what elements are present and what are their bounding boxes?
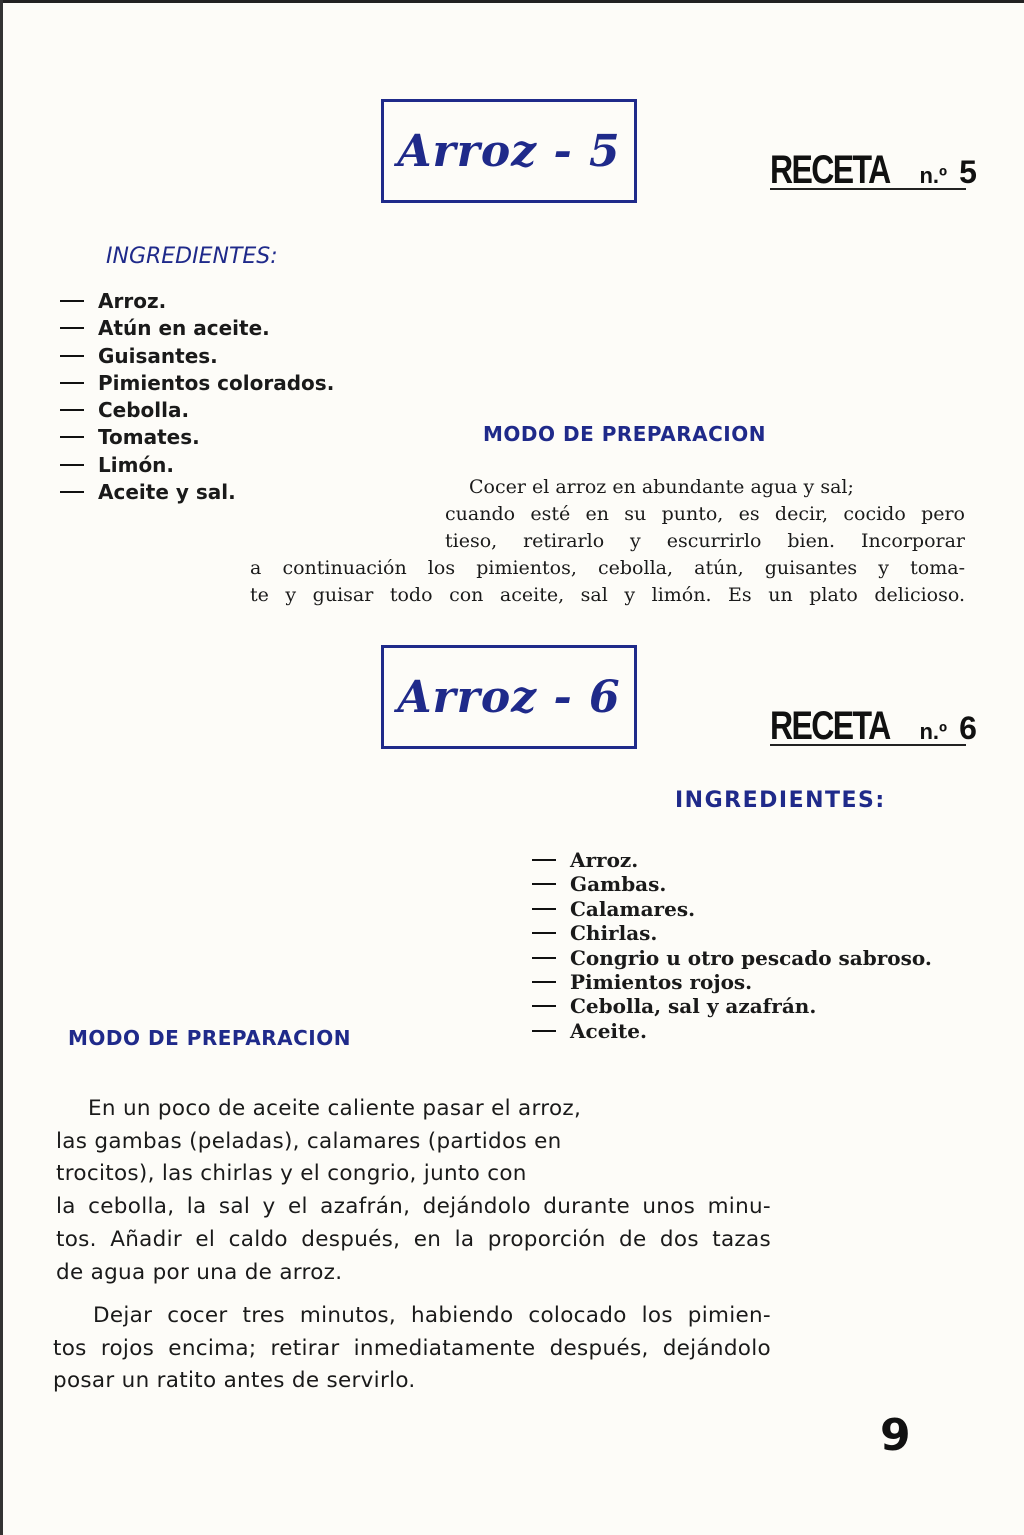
page-top-edge [0, 0, 1024, 3]
method-line: tos. Añadir el caldo después, en la proporción de dos tazas [56, 1226, 771, 1252]
recipe-6-method-paragraph-2 [53, 1300, 771, 1398]
receta-number: 6 [959, 710, 977, 746]
dash-mark [60, 491, 84, 493]
list-item [60, 316, 334, 343]
recipe-5-method-text-top [445, 474, 965, 555]
dash-mark [60, 300, 84, 302]
recipe-5-ingredients-heading: INGREDIENTES: [106, 244, 278, 269]
recipe-5-title-box [381, 99, 637, 203]
recipe-6-number [770, 704, 977, 748]
page-left-edge [0, 0, 3, 1535]
method-line: Dejar cocer tres minutos, habiendo colocado los pimien- [93, 1303, 771, 1328]
recipe-6-title: Arroz - 6 [397, 671, 621, 723]
list-item [532, 970, 932, 994]
ingredient-text: Cebolla. [98, 398, 190, 423]
method-line: tieso, retirarlo y escurrirlo bien. Incorporar [445, 530, 965, 552]
ingredient-text: Pimientos rojos. [570, 969, 753, 994]
list-item [60, 480, 334, 507]
list-item [60, 425, 334, 452]
ingredient-text: Gambas. [570, 872, 667, 897]
method-line: la cebolla, la sal y el azafrán, dejándolo durante unos minu- [56, 1194, 771, 1220]
dash-mark [532, 859, 556, 861]
method-line: trocitos), las chirlas y el congrio, junto con [56, 1161, 527, 1187]
method-line: cuando esté en su punto, es decir, cocido pero [445, 503, 965, 525]
dash-mark [532, 908, 556, 910]
ingredient-text: Guisantes. [98, 343, 218, 368]
ingredient-text: Limón. [98, 452, 175, 477]
receta-no-label: n.º [919, 163, 948, 188]
dash-mark [60, 409, 84, 411]
ingredient-text: Cebolla, sal y azafrán. [570, 994, 817, 1019]
dash-mark [60, 355, 84, 357]
ingredient-text: Calamares. [570, 896, 696, 921]
recipe-6-ingredients-list [532, 848, 932, 1043]
list-item [532, 946, 932, 970]
ingredient-text: Aceite y sal. [98, 480, 236, 505]
list-item [532, 872, 932, 896]
recipe-5-method-heading: MODO DE PREPARACION [483, 422, 766, 446]
method-line: posar un ratito antes de servirlo. [53, 1368, 416, 1394]
ingredient-text: Congrio u otro pescado sabroso. [570, 945, 932, 970]
method-line: de agua por una de arroz. [56, 1259, 343, 1285]
ingredient-text: Atún en aceite. [98, 316, 270, 341]
dash-mark [532, 981, 556, 983]
list-item [532, 1019, 932, 1043]
dash-mark [532, 957, 556, 959]
ingredient-text: Chirlas. [570, 921, 658, 946]
ingredient-text: Arroz. [98, 289, 167, 313]
list-item [532, 994, 932, 1018]
dash-mark [532, 1005, 556, 1007]
dash-mark [60, 327, 84, 329]
dash-mark [532, 1030, 556, 1032]
dash-mark [60, 382, 84, 384]
list-item [60, 371, 334, 398]
method-line: las gambas (peladas), calamares (partidos en [56, 1128, 562, 1154]
recipe-6-title-box [381, 645, 637, 749]
receta-number: 5 [959, 154, 977, 190]
recipe-5-ingredients-list [60, 289, 334, 507]
ingredient-text: Tomates. [98, 425, 200, 450]
receta-label: RECETA [770, 148, 890, 192]
method-line: En un poco de aceite caliente pasar el arroz, [88, 1096, 582, 1121]
list-item [532, 848, 932, 872]
ingredient-text: Pimientos colorados. [98, 370, 335, 395]
dash-mark [60, 436, 84, 438]
method-line: a continuación los pimientos, cebolla, atún, guisantes y toma- [250, 557, 965, 579]
receta-label: RECETA [770, 704, 890, 748]
dash-mark [532, 883, 556, 885]
method-line: tos rojos encima; retirar inmediatamente después, dejándolo [53, 1335, 771, 1361]
list-item [60, 289, 334, 316]
page-number: 9 [880, 1410, 911, 1461]
list-item [60, 453, 334, 480]
recipe-5-method-text-bottom [250, 555, 965, 609]
list-item [60, 398, 334, 425]
recipe-6-method-paragraph-1 [56, 1093, 771, 1289]
list-item [532, 897, 932, 921]
method-line: te y guisar todo con aceite, sal y limón. Es un plato delicioso. [250, 584, 965, 606]
recipe-6-ingredients-heading: INGREDIENTES: [675, 788, 886, 813]
dash-mark [532, 932, 556, 934]
dash-mark [60, 464, 84, 466]
list-item [60, 344, 334, 371]
method-line: Cocer el arroz en abundante agua y sal; [469, 476, 854, 498]
recipe-6-method-heading: MODO DE PREPARACION [68, 1026, 351, 1050]
recipe-5-title: Arroz - 5 [397, 125, 621, 177]
list-item [532, 921, 932, 945]
ingredient-text: Arroz. [570, 848, 639, 872]
receta-no-label: n.º [919, 719, 948, 744]
ingredient-text: Aceite. [570, 1018, 647, 1043]
recipe-5-number [770, 148, 977, 192]
